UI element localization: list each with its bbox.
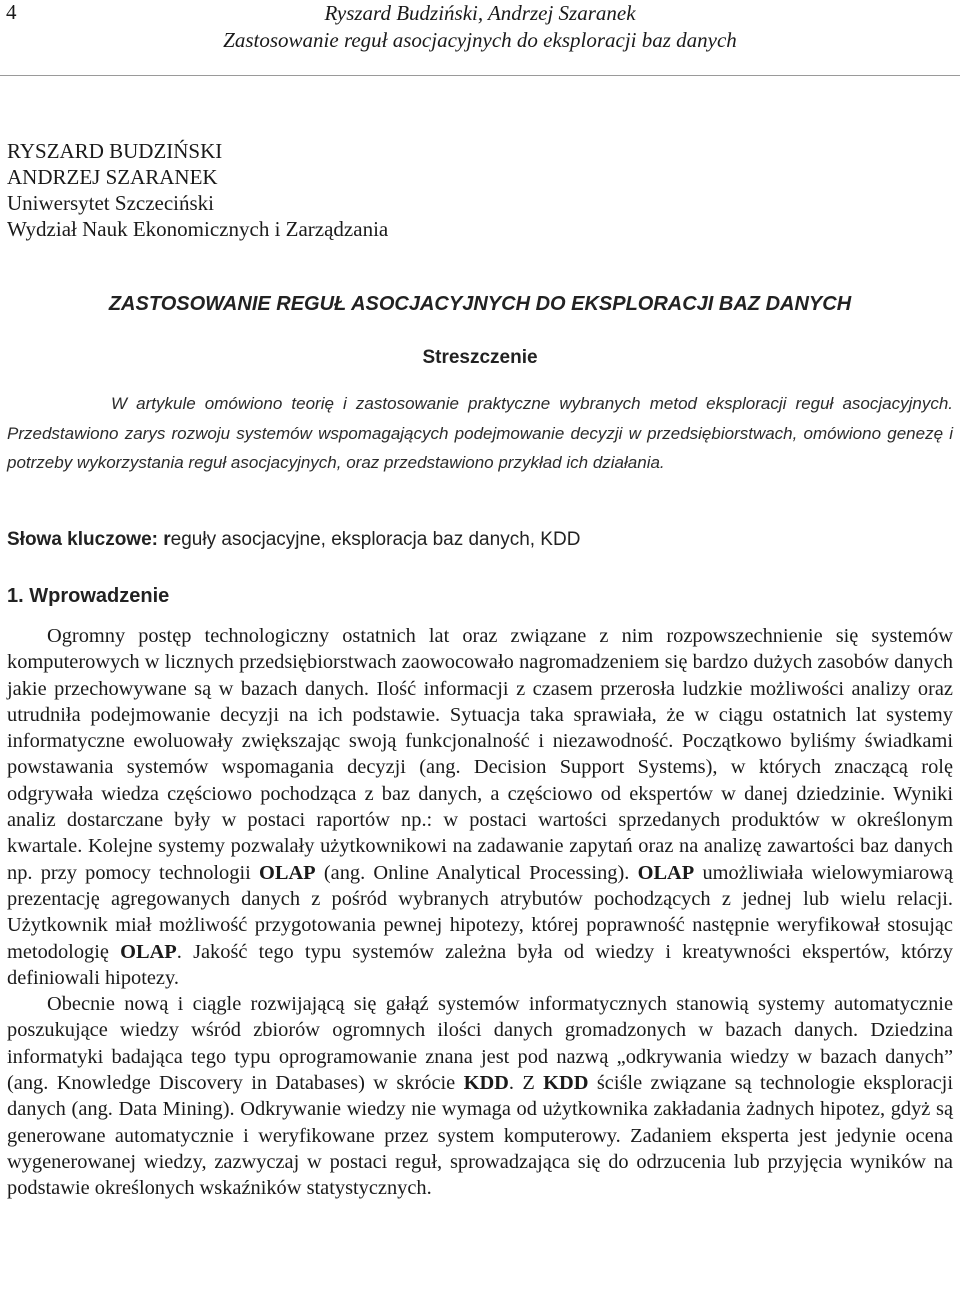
section-body (7, 623, 953, 1202)
running-header-authors: Ryszard Budziński, Andrzej Szaranek (324, 1, 636, 25)
paper-title: ZASTOSOWANIE REGUŁ ASOCJACYJNYCH DO EKSPLORACJI BAZ DANYCH (108, 293, 852, 315)
paragraph-1-text-b: (ang. Online Analytical Processing). (315, 861, 638, 884)
header-divider (0, 75, 960, 76)
page-number: 4 (6, 0, 17, 24)
section-heading: 1. Wprowadzenie (7, 585, 170, 607)
university: Uniwersytet Szczeciński (7, 191, 215, 215)
term-olap: OLAP (120, 940, 177, 963)
term-olap: OLAP (637, 861, 695, 884)
paragraph-2-text-a: Obecnie nową i ciągle rozwijającą się gałąź systemów informatycznych stanowią systemy automatycznie poszukujące wiedzy wśród zbiorów ogromnych ilości danych gromadzonych w bazach danych. Dziedzina informatyki badająca tego typu oprogramowanie znana jest pod nazwą „odkrywania wiedzy w bazach danych” (ang. Knowledge Discovery in Databases) w skrócie (7, 993, 953, 1095)
keywords-text: eguły asocjacyjne, eksploracja baz danych, KDD (170, 529, 581, 550)
paragraph-1-text-a: Ogromny postęp technologiczny ostatnich lat oraz związane z nim rozpowszechnienie się systemów komputerowych w licznych przedsiębiorstwach zaowocowało nagromadzeniem się bardzo dużych zasobów danych jakie przechowywane są w bazach danych. Ilość informacji z czasem przerosła ludzkie możliwości analizy oraz utrudniła podejmowanie decyzji na ich podstawie. Sytuacja taka sprawiała, że w ciągu ostatnich lat systemy informatyczne ewoluowały zwiększając swoją funkcjonalność i niezawodność. Początkowo byliśmy świadkami powstawania systemów wspomagania decyzji (ang. Decision Support Systems), w których znaczącą rolę odgrywała wiedza częściowo pochodząca z baz danych, a częściowo od ekspertów w danej dziedzinie. Wyniki analiz dostarczane były w postaci raportów np.: w postaci wartości sprzedanych produktów w określonym kwartale. Kolejne systemy pozwalały użytkownikowi na zadawanie zapytań oraz na analizę zawartości baz danych np. przy pomocy technologii (7, 625, 953, 884)
abstract-heading: Streszczenie (422, 347, 538, 368)
abstract-body: W artykule omówiono teorię i zastosowanie praktyczne wybranych metod eksploracji reguł asocjacyjnych. Przedstawiono zarys rozwoju systemów wspomagających podejmowanie decyzji w przedsiębiorstwach, omówiono genezę i potrzeby wykorzystania reguł asocjacyjnych, oraz przedstawiono przykład ich działania. (7, 394, 953, 473)
paragraph-1-text-c: umożliwiała wielowymiarową prezentację agregowanych danych z pośród wybranych atrybutów pochodzących z jednej lub wielu relacji. Użytkownik miał możliwość przygotowania pewnej hipotezy, której poprawność następnie weryfikował stosując metodologię (7, 861, 954, 963)
running-header (0, 0, 960, 54)
paragraph-1-text-d: . Jakość tego typu systemów zależna była od wiedzy i kreatywności ekspertów, którzy definiowali hipotezy. (7, 940, 953, 989)
paragraph-2-text-b: . Z (508, 1072, 544, 1095)
author-name-1: RYSZARD BUDZIŃSKI (7, 139, 223, 163)
keywords (7, 529, 580, 551)
abstract-text (7, 389, 953, 478)
running-header-title: Zastosowanie reguł asocjacyjnych do eksploracji baz danych (223, 28, 737, 52)
faculty: Wydział Nauk Ekonomicznych i Zarządzania (7, 217, 389, 241)
term-kdd: KDD (543, 1072, 589, 1095)
term-olap: OLAP (259, 861, 316, 884)
author-name-2: ANDRZEJ SZARANEK (7, 165, 218, 189)
paragraph-2-text-c: ściśle związane są technologie eksploracji danych (ang. Data Mining). Odkrywanie wiedzy nie wymaga od użytkownika zakładania żadnych hipotez, gdyż są generowane automatycznie i weryfikowane przez system komputerowy. Zadaniem eksperta jest jedynie ocena wygenerowanej wiedzy, zazwyczaj w postaci reguł, sprowadzająca się do odrzucenia lub przyjęcia wyników na podstawie określonych wskaźników statystycznych. (7, 1072, 953, 1200)
keywords-label: Słowa kluczowe: r (7, 529, 171, 550)
paragraph-2 (7, 991, 953, 1201)
term-kdd: KDD (463, 1072, 509, 1095)
author-block (7, 138, 388, 242)
paragraph-1 (7, 623, 953, 991)
